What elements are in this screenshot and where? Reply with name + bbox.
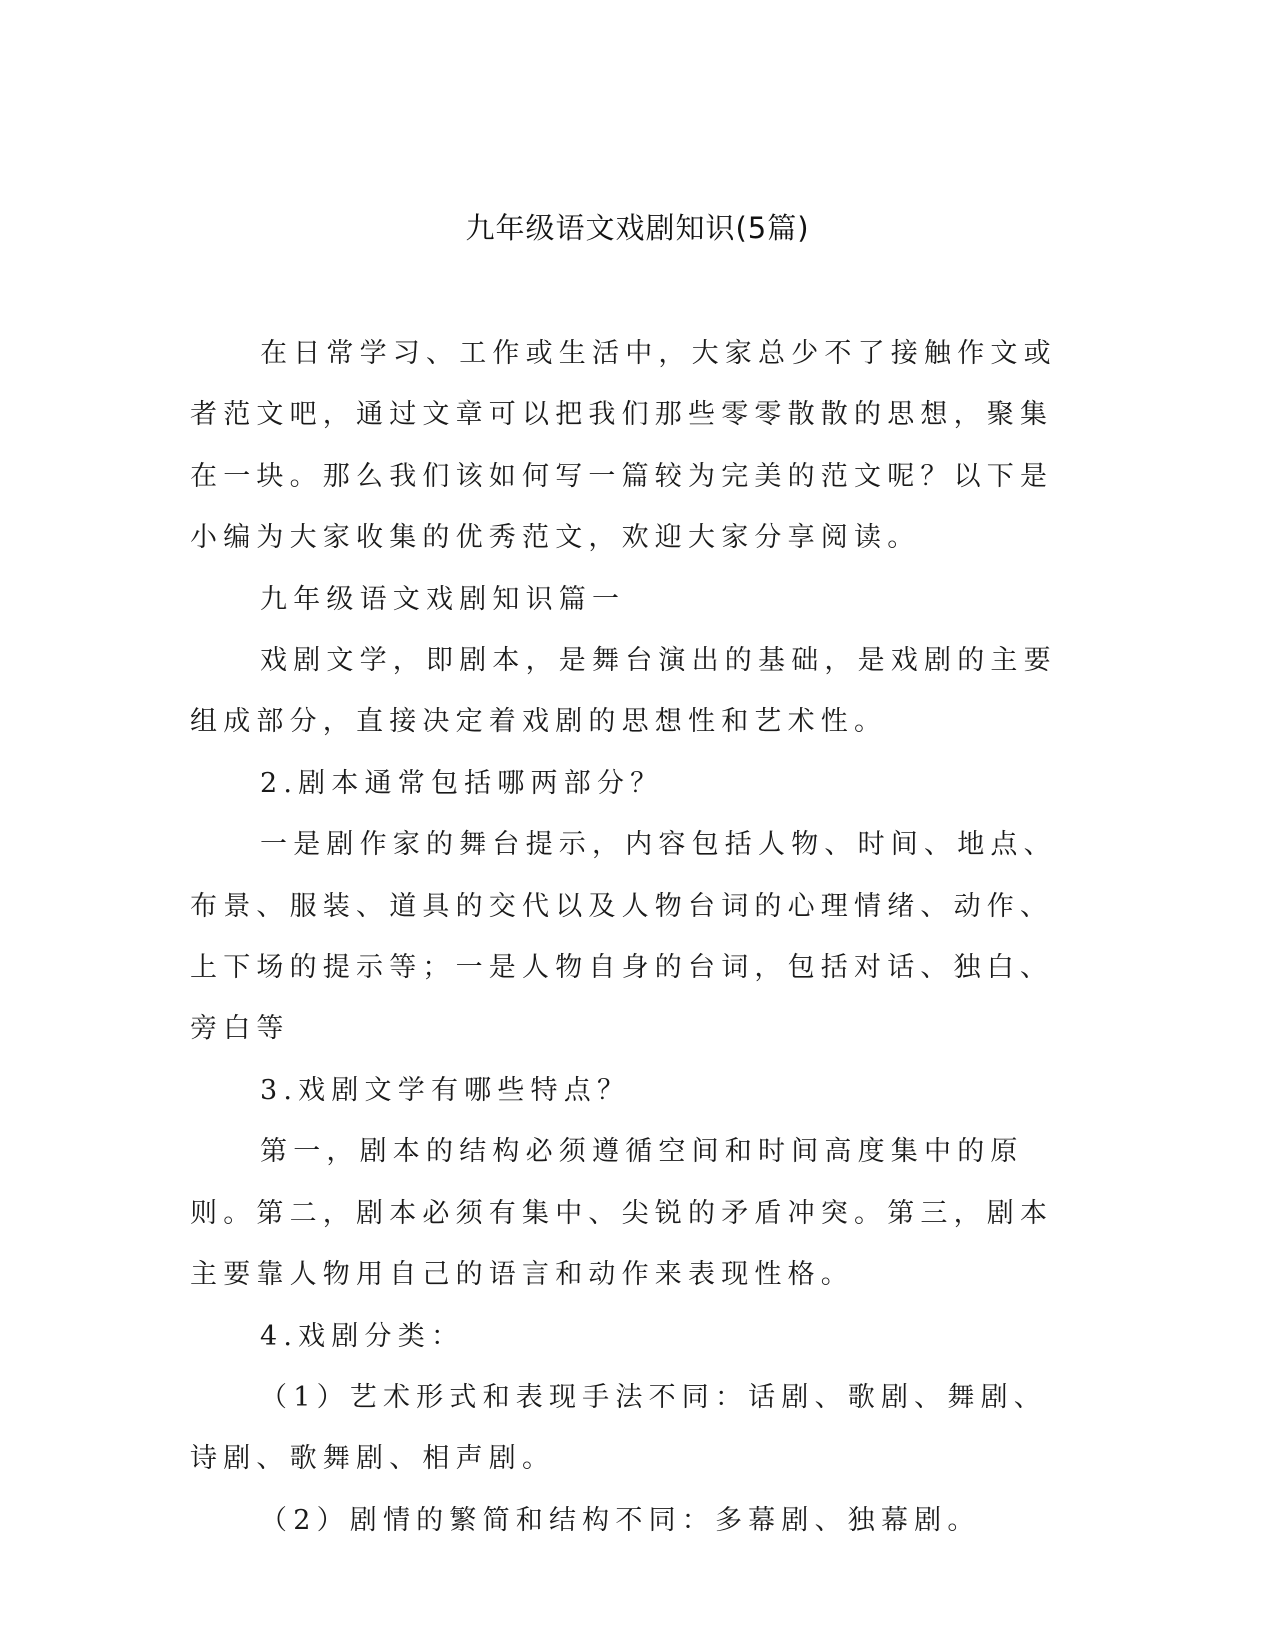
body-paragraph: 一是剧作家的舞台提示，内容包括人物、时间、地点、布景、服装、道具的交代以及人物台词的心理情绪、动作、上下场的提示等；一是人物自身的台词，包括对话、独白、旁白等	[190, 829, 1057, 1045]
body-paragraph: 第一，剧本的结构必须遵循空间和时间高度集中的原则。第二，剧本必须有集中、尖锐的矛盾冲突。第三，剧本主要靠人物用自己的语言和动作来表现性格。	[190, 1136, 1054, 1291]
document-body	[190, 323, 1080, 1551]
intro-paragraph: 在日常学习、工作或生活中，大家总少不了接触作文或者范文吧，通过文章可以把我们那些零零散散的思想，聚集在一块。那么我们该如何写一篇较为完美的范文呢？以下是小编为大家收集的优秀范文，欢迎大家分享阅读。	[190, 338, 1057, 554]
document-title: 九年级语文戏剧知识(5篇)	[465, 211, 810, 245]
list-item: （1）艺术形式和表现手法不同：话剧、歌剧、舞剧、诗剧、歌舞剧、相声剧。	[190, 1381, 1047, 1475]
question-heading: 4.戏剧分类：	[260, 1320, 465, 1352]
question-heading: 2.剧本通常包括哪两部分？	[260, 767, 664, 799]
body-paragraph: 戏剧文学，即剧本，是舞台演出的基础，是戏剧的主要组成部分，直接决定着戏剧的思想性和艺术性。	[190, 645, 1057, 738]
list-item: （2）剧情的繁简和结构不同：多幕剧、独幕剧。	[260, 1504, 981, 1536]
section-heading: 九年级语文戏剧知识篇一	[260, 583, 626, 615]
question-heading: 3.戏剧文学有哪些特点？	[260, 1074, 631, 1106]
